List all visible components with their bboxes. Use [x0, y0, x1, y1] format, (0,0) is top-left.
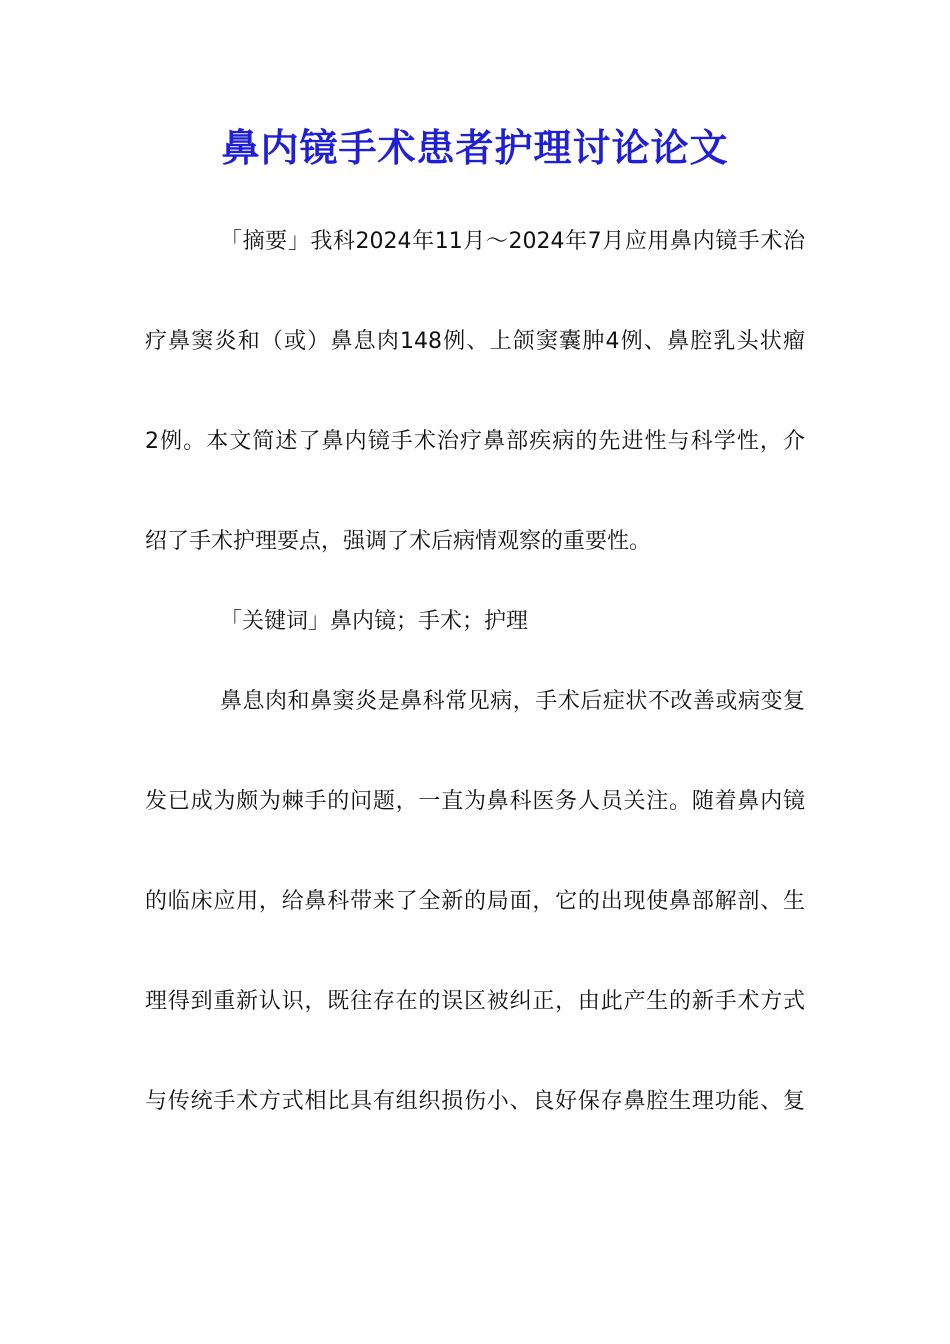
abstract-line-3: 2例。本文简述了鼻内镜手术治疗鼻部疾病的先进性与科学性，介	[145, 429, 805, 454]
abstract-line-1: 「摘要」我科2024年11月～2024年7月应用鼻内镜手术治	[220, 229, 805, 254]
body-line-1: 鼻息肉和鼻窦炎是鼻科常见病，手术后症状不改善或病变复	[220, 689, 805, 714]
keywords-line: 「关键词」鼻内镜；手术；护理	[220, 609, 529, 634]
body-line-5: 与传统手术方式相比具有组织损伤小、良好保存鼻腔生理功能、复	[145, 1089, 805, 1114]
document-title: 鼻内镜手术患者护理讨论论文	[221, 125, 729, 170]
body-line-4: 理得到重新认识，既往存在的误区被纠正，由此产生的新手术方式	[145, 989, 805, 1014]
body-line-2: 发已成为颇为棘手的问题，一直为鼻科医务人员关注。随着鼻内镜	[145, 789, 805, 814]
abstract-line-2: 疗鼻窦炎和（或）鼻息肉148例、上颌窦囊肿4例、鼻腔乳头状瘤	[145, 329, 805, 354]
abstract-line-4: 绍了手术护理要点，强调了术后病情观察的重要性。	[145, 529, 652, 554]
body-line-3: 的临床应用，给鼻科带来了全新的局面，它的出现使鼻部解剖、生	[145, 889, 805, 914]
